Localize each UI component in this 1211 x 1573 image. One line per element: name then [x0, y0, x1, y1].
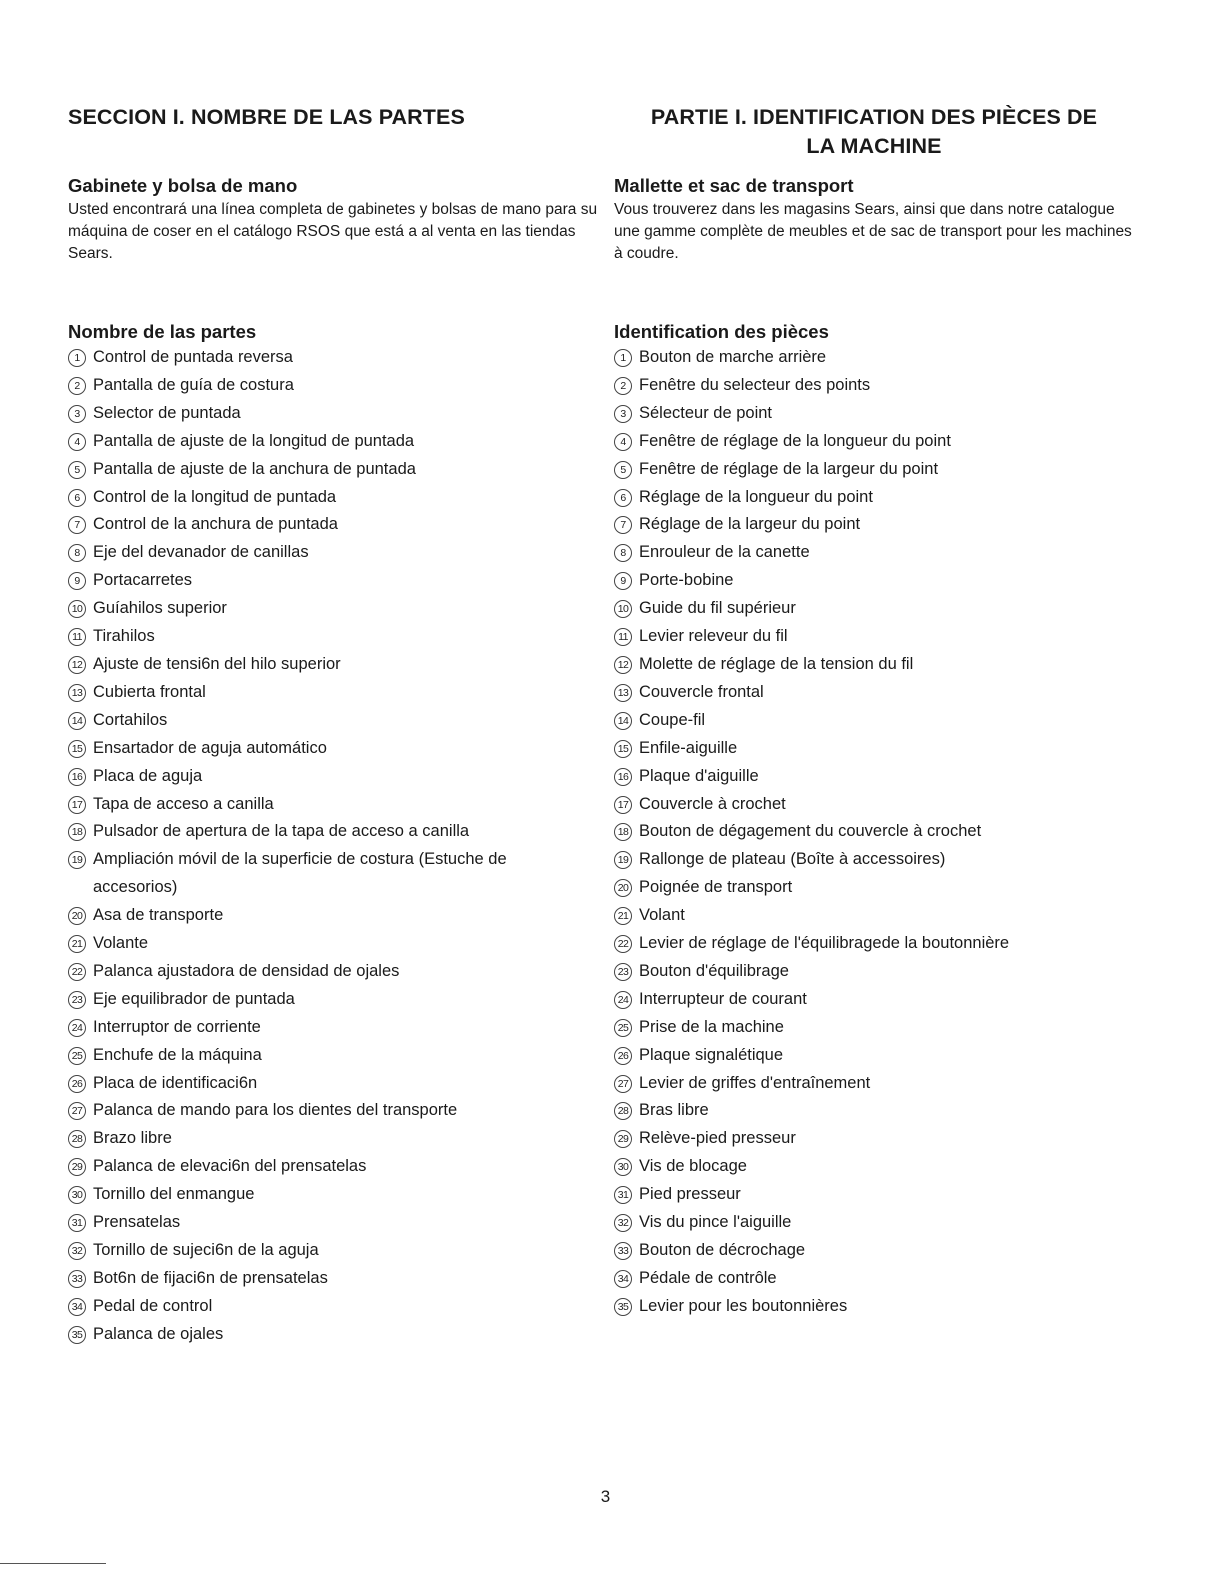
part-name: Porte-bobine: [639, 571, 734, 590]
part-name: Brazo libre: [93, 1129, 172, 1148]
part-name: Bot6n de fijaci6n de prensatelas: [93, 1268, 328, 1287]
circled-number: 20: [614, 879, 632, 897]
part-name: Eje del devanador de canillas: [93, 543, 309, 562]
part-item: [68, 1125, 598, 1153]
part-name: Cortahilos: [93, 710, 168, 729]
parts-title-fr: Identification des pièces: [614, 321, 829, 342]
part-item: [614, 874, 1134, 902]
part-name: Eje equilibrador de puntada: [93, 989, 295, 1008]
part-name: Pied presseur: [639, 1185, 741, 1204]
circled-number: 18: [614, 823, 632, 841]
part-item: [68, 1293, 598, 1321]
part-item: [614, 623, 1134, 651]
circled-number: 34: [614, 1270, 632, 1288]
part-item: [614, 1070, 1134, 1098]
circled-number: 22: [614, 935, 632, 953]
part-name: Vis de blocage: [639, 1157, 747, 1176]
part-item: [614, 400, 1134, 428]
circled-number: 9: [68, 572, 86, 590]
circled-number: 6: [68, 489, 86, 507]
part-item: [614, 846, 1134, 874]
part-name: Réglage de la largeur du point: [639, 515, 861, 534]
part-name: Enchufe de la máquina: [93, 1045, 262, 1064]
circled-number: 20: [68, 907, 86, 925]
section-title-fr-line2: LA MACHINE: [806, 134, 942, 158]
part-item: [614, 595, 1134, 623]
circled-number: 19: [68, 851, 86, 869]
part-item: [614, 651, 1134, 679]
part-item: [68, 1153, 598, 1181]
part-item: [614, 735, 1134, 763]
circled-number: 23: [68, 991, 86, 1009]
part-item: [614, 679, 1134, 707]
circled-number: 26: [614, 1047, 632, 1065]
cabinet-title-fr: Mallette et sac de transport: [614, 175, 854, 196]
part-name: Plaque d'aiguille: [639, 766, 759, 785]
part-name: Enfile-aiguille: [639, 738, 738, 757]
part-name: Control de la anchura de puntada: [93, 515, 338, 534]
part-item: [68, 791, 598, 819]
part-item: [614, 930, 1134, 958]
circled-number: 15: [68, 740, 86, 758]
circled-number: 11: [614, 628, 632, 646]
part-item: [614, 791, 1134, 819]
part-item: [614, 372, 1134, 400]
part-name: Asa de transporte: [93, 906, 224, 925]
part-item: [614, 511, 1134, 539]
part-item: [68, 1237, 598, 1265]
part-item: [68, 958, 598, 986]
parts-title-es: Nombre de las partes: [68, 321, 257, 342]
circled-number: 34: [68, 1298, 86, 1316]
circled-number: 35: [68, 1326, 86, 1344]
cabinet-title-es: Gabinete y bolsa de mano: [68, 175, 298, 196]
circled-number: 26: [68, 1075, 86, 1093]
part-item: [68, 1209, 598, 1237]
part-name: Palanca ajustadora de densidad de ojales: [93, 961, 400, 980]
part-name: Coupe-fil: [639, 710, 706, 729]
part-name: Palanca de mando para los dientes del transporte: [93, 1101, 458, 1120]
part-item: [68, 511, 598, 539]
part-name: Poignée de transport: [639, 878, 793, 897]
part-name: Rallonge de plateau (Boîte à accessoires): [639, 850, 946, 869]
part-item: [68, 930, 598, 958]
part-item: [68, 400, 598, 428]
part-name: Tornillo de sujeci6n de la aguja: [93, 1241, 319, 1259]
part-name: Prensatelas: [93, 1213, 181, 1232]
part-item: [68, 818, 598, 846]
part-name: Placa de identificaci6n: [93, 1073, 258, 1092]
circled-number: 7: [614, 516, 632, 534]
part-name: Fenêtre de réglage de la longueur du point: [639, 431, 951, 450]
circled-number: 1: [68, 349, 86, 367]
circled-number: 2: [68, 377, 86, 395]
cabinet-text-fr: Vous trouverez dans les magasins Sears, ainsi que dans notre catalogue une gamme complète de meubles et de sac de transport pour les machines à coudre.: [614, 201, 1132, 262]
part-name: Molette de réglage de la tension du fil: [639, 654, 914, 673]
circled-number: 18: [68, 823, 86, 841]
part-name: Levier releveur du fil: [639, 627, 788, 646]
part-item: [68, 735, 598, 763]
part-item: [68, 707, 598, 735]
part-name: Ensartador de aguja automático: [93, 738, 327, 757]
part-name: Control de puntada reversa: [93, 348, 293, 366]
part-name: Guíahilos superior: [93, 599, 227, 618]
part-name: Couvercle frontal: [639, 682, 764, 701]
french-column: [614, 103, 1134, 1321]
part-item: [68, 1265, 598, 1293]
part-name: Interrupteur de courant: [639, 989, 807, 1008]
circled-number: 9: [614, 572, 632, 590]
part-name: Palanca de ojales: [93, 1324, 224, 1343]
circled-number: 8: [68, 544, 86, 562]
part-item: [68, 1070, 598, 1098]
part-name: Palanca de elevaci6n del prensatelas: [93, 1157, 367, 1176]
part-item: [68, 763, 598, 791]
circled-number: 24: [68, 1019, 86, 1037]
circled-number: 28: [68, 1130, 86, 1148]
part-item: [68, 539, 598, 567]
circled-number: 32: [68, 1242, 86, 1260]
part-name: Interruptor de corriente: [93, 1017, 261, 1036]
circled-number: 24: [614, 991, 632, 1009]
circled-number: 21: [68, 935, 86, 953]
circled-number: 31: [614, 1186, 632, 1204]
circled-number: 15: [614, 740, 632, 758]
part-item: [614, 1097, 1134, 1125]
page-number: 3: [600, 1487, 611, 1506]
circled-number: 14: [68, 712, 86, 730]
part-item: [614, 902, 1134, 930]
part-name: Pantalla de ajuste de la anchura de puntada: [93, 459, 416, 478]
part-item: [614, 428, 1134, 456]
part-name: Cubierta frontal: [93, 682, 206, 701]
parts-list-es: [68, 344, 598, 1349]
part-name: Plaque signalétique: [639, 1045, 784, 1064]
part-item: [614, 1153, 1134, 1181]
circled-number: 17: [68, 796, 86, 814]
part-item: [614, 763, 1134, 791]
part-name: Portacarretes: [93, 571, 193, 590]
part-item: [614, 1293, 1134, 1321]
circled-number: 13: [614, 684, 632, 702]
circled-number: 22: [68, 963, 86, 981]
part-item: [614, 1125, 1134, 1153]
part-item: [614, 707, 1134, 735]
circled-number: 6: [614, 489, 632, 507]
circled-number: 21: [614, 907, 632, 925]
circled-number: 1: [614, 349, 632, 367]
part-name: Sélecteur de point: [639, 403, 773, 422]
part-item: [614, 1042, 1134, 1070]
footer-rule: [0, 1563, 106, 1564]
part-name: Enrouleur de la canette: [639, 543, 810, 562]
circled-number: 31: [68, 1214, 86, 1232]
part-name: Volant: [639, 906, 685, 925]
part-item: [68, 623, 598, 651]
part-name: Vis du pince l'aiguille: [639, 1213, 792, 1232]
part-item: [68, 372, 598, 400]
part-item: [68, 651, 598, 679]
part-name: Tornillo del enmangue: [93, 1185, 255, 1204]
part-name: Tapa de acceso a canilla: [93, 794, 274, 813]
circled-number: 5: [614, 461, 632, 479]
part-item: [614, 539, 1134, 567]
part-item: [614, 1014, 1134, 1042]
part-item: [614, 567, 1134, 595]
part-item: [614, 958, 1134, 986]
part-name: Bouton d'équilibrage: [639, 961, 789, 980]
part-name: Bouton de décrochage: [639, 1241, 806, 1259]
part-item: [614, 456, 1134, 484]
part-name: Réglage de la longueur du point: [639, 487, 873, 506]
part-item: [68, 846, 598, 902]
circled-number: 19: [614, 851, 632, 869]
part-name: Bouton de marche arrière: [639, 348, 827, 366]
part-name: Fenêtre du selecteur des points: [639, 375, 871, 394]
circled-number: 30: [68, 1186, 86, 1204]
part-item: [614, 986, 1134, 1014]
part-item: [68, 428, 598, 456]
part-name: Pantalla de ajuste de la longitud de puntada: [93, 431, 415, 450]
circled-number: 30: [614, 1158, 632, 1176]
part-name: Pulsador de apertura de la tapa de acceso a canilla: [93, 822, 470, 841]
circled-number: 11: [68, 628, 86, 646]
circled-number: 3: [614, 405, 632, 423]
circled-number: 16: [68, 768, 86, 786]
part-name: Prise de la machine: [639, 1017, 784, 1036]
part-name: Pédale de contrôle: [639, 1268, 777, 1287]
circled-number: 10: [614, 600, 632, 618]
part-item: [614, 1181, 1134, 1209]
part-item: [68, 1321, 598, 1349]
part-name: Levier de griffes d'entraînement: [639, 1073, 871, 1092]
circled-number: 27: [68, 1102, 86, 1120]
part-item: [614, 818, 1134, 846]
part-name: Levier pour les boutonnières: [639, 1296, 848, 1315]
part-item: [68, 1181, 598, 1209]
circled-number: 8: [614, 544, 632, 562]
circled-number: 33: [614, 1242, 632, 1260]
part-item: [68, 986, 598, 1014]
part-name: Relève-pied presseur: [639, 1129, 796, 1148]
circled-number: 10: [68, 600, 86, 618]
circled-number: 32: [614, 1214, 632, 1232]
part-name: Ampliación móvil de la superficie de costura (Estuche de: [93, 850, 507, 869]
cabinet-text-es: Usted encontrará una línea completa de gabinetes y bolsas de mano para su máquina de coser en el catálogo RSOS que está a al venta en las tiendas Sears.: [68, 201, 598, 262]
circled-number: 25: [614, 1019, 632, 1037]
circled-number: 4: [614, 433, 632, 451]
part-item: [68, 456, 598, 484]
part-item: [68, 1014, 598, 1042]
part-item: [68, 484, 598, 512]
part-name: Guide du fil supérieur: [639, 599, 796, 618]
part-item: [614, 1237, 1134, 1265]
part-name: Pedal de control: [93, 1296, 213, 1315]
part-name: Levier de réglage de l'équilibragede la boutonnière: [639, 934, 1010, 953]
part-item: [68, 344, 598, 372]
circled-number: 13: [68, 684, 86, 702]
part-item: [68, 595, 598, 623]
circled-number: 17: [614, 796, 632, 814]
circled-number: 28: [614, 1102, 632, 1120]
part-item: [68, 1097, 598, 1125]
circled-number: 3: [68, 405, 86, 423]
circled-number: 29: [68, 1158, 86, 1176]
circled-number: 25: [68, 1047, 86, 1065]
part-item: [614, 1265, 1134, 1293]
part-name: Fenêtre de réglage de la largeur du point: [639, 459, 939, 478]
part-name: Volante: [93, 934, 149, 953]
part-item: [68, 567, 598, 595]
part-name: Bouton de dégagement du couvercle à crochet: [639, 822, 982, 841]
circled-number: 35: [614, 1298, 632, 1316]
section-title-fr-line1: PARTIE I. IDENTIFICATION DES PIÈCES DE: [650, 105, 1098, 129]
circled-number: 2: [614, 377, 632, 395]
part-name: Couvercle à crochet: [639, 794, 786, 813]
circled-number: 14: [614, 712, 632, 730]
section-title-es: SECCION I. NOMBRE DE LAS PARTES: [68, 105, 465, 129]
circled-number: 12: [614, 656, 632, 674]
circled-number: 7: [68, 516, 86, 534]
part-name: Placa de aguja: [93, 766, 203, 785]
part-name: Tirahilos: [93, 627, 155, 646]
part-name-continuation: accesorios): [93, 878, 178, 897]
part-item: [68, 902, 598, 930]
part-name: Bras libre: [639, 1101, 709, 1120]
circled-number: 29: [614, 1130, 632, 1148]
part-item: [614, 344, 1134, 372]
spanish-column: [68, 103, 598, 1349]
circled-number: 33: [68, 1270, 86, 1288]
part-name: Selector de puntada: [93, 403, 241, 422]
circled-number: 4: [68, 433, 86, 451]
part-name: Ajuste de tensi6n del hilo superior: [93, 654, 341, 673]
circled-number: 27: [614, 1075, 632, 1093]
circled-number: 23: [614, 963, 632, 981]
parts-list-fr: [614, 344, 1134, 1321]
part-item: [614, 484, 1134, 512]
circled-number: 16: [614, 768, 632, 786]
circled-number: 12: [68, 656, 86, 674]
part-name: Control de la longitud de puntada: [93, 487, 337, 506]
part-name: Pantalla de guía de costura: [93, 375, 294, 394]
circled-number: 5: [68, 461, 86, 479]
part-item: [68, 1042, 598, 1070]
section-title-fr: [614, 103, 1134, 161]
part-item: [614, 1209, 1134, 1237]
part-item: [68, 679, 598, 707]
